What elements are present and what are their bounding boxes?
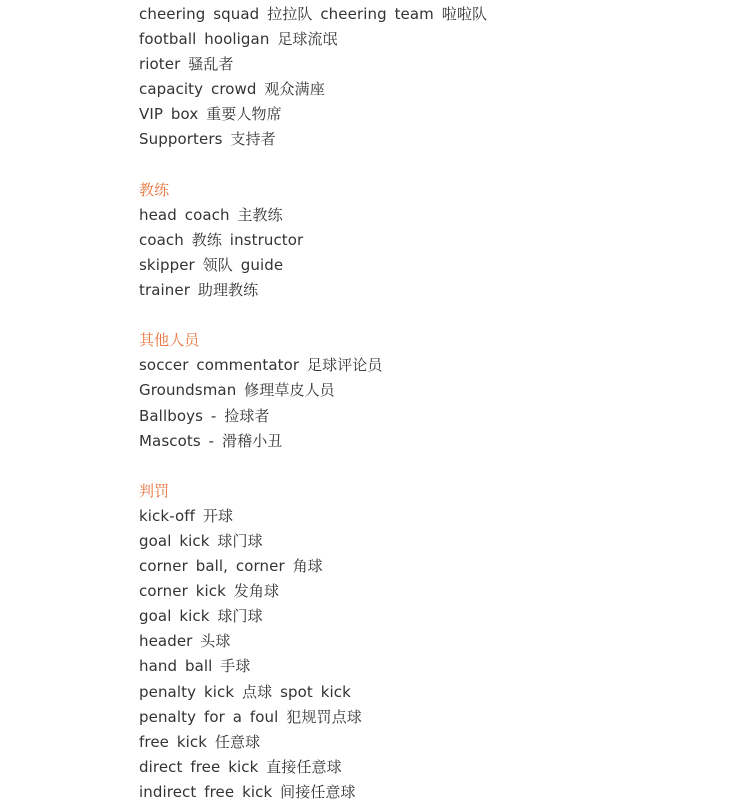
section-heading-rulings: 判罚 bbox=[139, 481, 170, 500]
vocabulary-document bbox=[139, 2, 739, 805]
vocab-line: goal kick 球门球 bbox=[139, 531, 263, 550]
vocab-line: football hooligan 足球流氓 bbox=[139, 30, 338, 49]
vocab-line: goal kick 球门球 bbox=[139, 607, 263, 626]
vocab-line: free kick 任意球 bbox=[139, 732, 261, 751]
spacer bbox=[139, 454, 739, 479]
vocab-line: rioter 骚乱者 bbox=[139, 55, 234, 74]
vocab-line: penalty kick 点球 spot kick bbox=[139, 682, 351, 701]
vocab-line: coach 教练 instructor bbox=[139, 230, 304, 249]
vocab-line: corner ball, corner 角球 bbox=[139, 557, 323, 576]
section-rulings bbox=[139, 479, 739, 805]
section-other-staff bbox=[139, 328, 739, 453]
vocab-line: Groundsman 修理草皮人员 bbox=[139, 381, 335, 400]
vocab-line: cheering squad 拉拉队 cheering team 啦啦队 bbox=[139, 5, 488, 23]
vocab-line: Supporters 支持者 bbox=[139, 130, 276, 149]
vocab-line: kick-off 开球 bbox=[139, 506, 234, 525]
vocab-line: soccer commentator 足球评论员 bbox=[139, 356, 383, 375]
vocab-line: capacity crowd 观众满座 bbox=[139, 80, 325, 99]
vocab-line: VIP box 重要人物席 bbox=[139, 105, 282, 124]
section-coaches bbox=[139, 178, 739, 303]
vocab-line: corner kick 发角球 bbox=[139, 582, 280, 601]
vocab-line: Ballboys - 捡球者 bbox=[139, 406, 270, 425]
section-fans bbox=[139, 2, 739, 153]
vocab-line: penalty for a foul 犯规罚点球 bbox=[139, 707, 362, 726]
vocab-line: trainer 助理教练 bbox=[139, 281, 259, 300]
vocab-line: hand ball 手球 bbox=[139, 657, 251, 676]
vocab-line: direct free kick 直接任意球 bbox=[139, 757, 342, 776]
vocab-line: head coach 主教练 bbox=[139, 205, 283, 224]
vocab-line: skipper 领队 guide bbox=[139, 255, 284, 274]
section-heading-coaches: 教练 bbox=[139, 180, 170, 199]
vocab-line: Mascots - 滑稽小丑 bbox=[139, 431, 283, 450]
spacer bbox=[139, 303, 739, 328]
vocab-line: header 头球 bbox=[139, 632, 231, 651]
spacer bbox=[139, 153, 739, 178]
section-heading-other-staff: 其他人员 bbox=[139, 331, 200, 350]
vocab-line: indirect free kick 间接任意球 bbox=[139, 782, 356, 801]
